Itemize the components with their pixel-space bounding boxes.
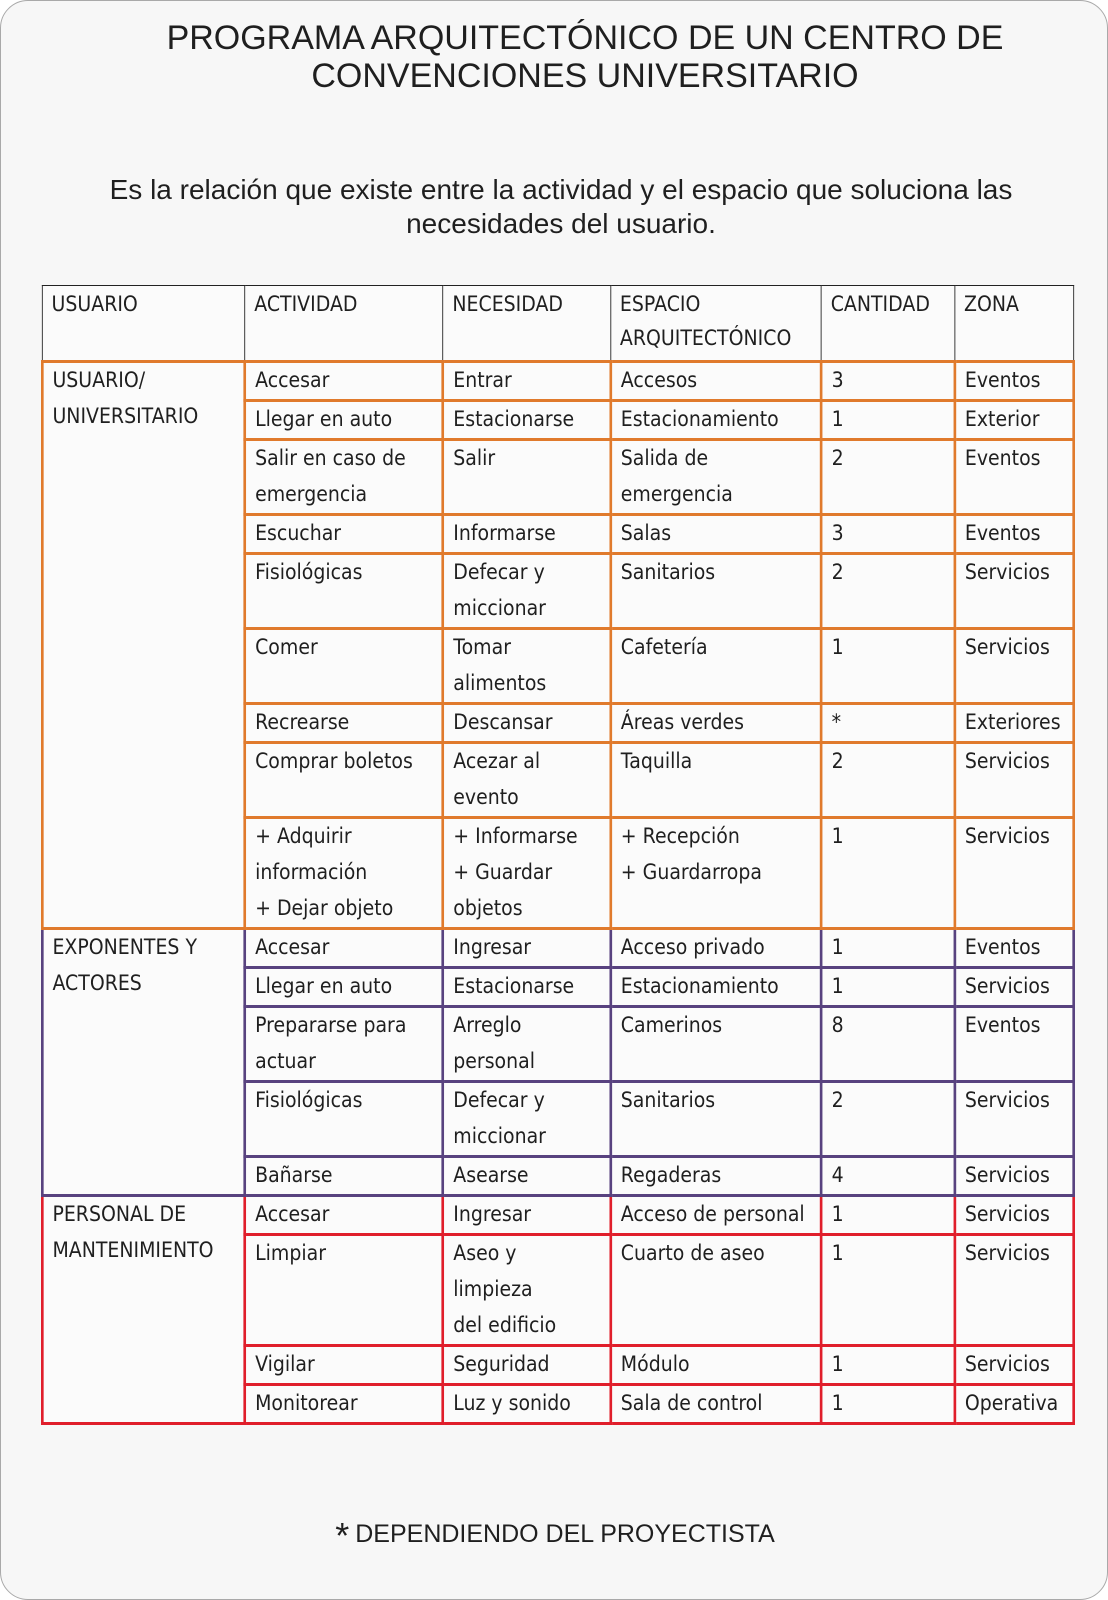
group-name-cell: PERSONAL DE MANTENIMIENTO [42,1196,245,1424]
program-table [41,285,1075,1425]
necesidad-cell: Salir [443,440,611,515]
necesidad-cell: Descansar [443,704,611,743]
zona-cell: Eventos [955,515,1074,554]
cantidad-cell: 2 [821,743,954,818]
actividad-cell: Limpiar [245,1235,443,1346]
espacio-cell: Regaderas [611,1157,822,1196]
necesidad-cell: Informarse [443,515,611,554]
necesidad-cell: Ingresar [443,929,611,968]
actividad-cell: Escuchar [245,515,443,554]
zona-cell: Servicios [955,818,1074,929]
zona-cell: Servicios [955,1157,1074,1196]
footnote-text: DEPENDIENDO DEL PROYECTISTA [355,1520,775,1548]
intro-line-1: Es la relación que existe entre la actividad y el espacio que soluciona las [109,174,1013,205]
cantidad-cell: 8 [821,1007,954,1082]
necesidad-cell: Entrar [443,362,611,401]
cantidad-cell: 1 [821,1385,954,1424]
table-row [42,929,1073,968]
table-header-row [42,286,1073,362]
actividad-cell: Salir en caso de emergencia [245,440,443,515]
necesidad-cell: Asearse [443,1157,611,1196]
espacio-cell: Sala de control [611,1385,822,1424]
espacio-cell: Áreas verdes [611,704,822,743]
title-line-1: PROGRAMA ARQUITECTÓNICO DE UN CENTRO DE [166,19,1004,57]
actividad-cell: Prepararse para actuar [245,1007,443,1082]
intro-text [61,173,1061,241]
necesidad-cell: Arreglo personal [443,1007,611,1082]
espacio-cell: Sanitarios [611,554,822,629]
espacio-cell: Acceso de personal [611,1196,822,1235]
zona-cell: Servicios [955,743,1074,818]
cantidad-cell: 3 [821,362,954,401]
group-name-cell: EXPONENTES Y ACTORES [42,929,245,1196]
espacio-cell: Camerinos [611,1007,822,1082]
header-espacio: ESPACIO ARQUITECTÓNICO [611,286,822,362]
group-0 [42,362,1073,929]
zona-cell: Servicios [955,629,1074,704]
espacio-cell: Módulo [611,1346,822,1385]
actividad-cell: Recrearse [245,704,443,743]
espacio-cell: Estacionamiento [611,968,822,1007]
cantidad-cell: 2 [821,554,954,629]
cantidad-cell: * [821,704,954,743]
espacio-cell: Estacionamiento [611,401,822,440]
espacio-cell: Acceso privado [611,929,822,968]
zona-cell: Eventos [955,929,1074,968]
espacio-cell: Salas [611,515,822,554]
necesidad-cell: Defecar y miccionar [443,554,611,629]
zona-cell: Eventos [955,1007,1074,1082]
zona-cell: Exteriores [955,704,1074,743]
actividad-cell: Accesar [245,929,443,968]
header-zona: ZONA [955,286,1074,362]
actividad-cell: Fisiológicas [245,554,443,629]
cantidad-cell: 1 [821,968,954,1007]
zona-cell: Servicios [955,1346,1074,1385]
table-row [42,362,1073,401]
actividad-cell: + Adquirir información + Dejar objeto [245,818,443,929]
actividad-cell: Llegar en auto [245,968,443,1007]
actividad-cell: Fisiológicas [245,1082,443,1157]
cantidad-cell: 1 [821,401,954,440]
zona-cell: Servicios [955,554,1074,629]
zona-cell: Eventos [955,440,1074,515]
table-row [42,1196,1073,1235]
cantidad-cell: 4 [821,1157,954,1196]
espacio-cell: Cafetería [611,629,822,704]
zona-cell: Servicios [955,1235,1074,1346]
cantidad-cell: 2 [821,440,954,515]
necesidad-cell: Aseo y limpieza del edificio [443,1235,611,1346]
necesidad-cell: Estacionarse [443,968,611,1007]
actividad-cell: Llegar en auto [245,401,443,440]
header-usuario: USUARIO [42,286,245,362]
necesidad-cell: Tomar alimentos [443,629,611,704]
espacio-cell: Cuarto de aseo [611,1235,822,1346]
group-1 [42,929,1073,1196]
footnote-asterisk: * [335,1515,350,1556]
espacio-cell: Taquilla [611,743,822,818]
header-actividad: ACTIVIDAD [245,286,443,362]
header-necesidad: NECESIDAD [443,286,611,362]
cantidad-cell: 1 [821,1196,954,1235]
group-2 [42,1196,1073,1424]
necesidad-cell: Ingresar [443,1196,611,1235]
cantidad-cell: 1 [821,1235,954,1346]
actividad-cell: Comprar boletos [245,743,443,818]
footnote [1,1515,1108,1556]
actividad-cell: Comer [245,629,443,704]
zona-cell: Eventos [955,362,1074,401]
necesidad-cell: + Informarse + Guardar objetos [443,818,611,929]
actividad-cell: Accesar [245,362,443,401]
zona-cell: Servicios [955,968,1074,1007]
necesidad-cell: Defecar y miccionar [443,1082,611,1157]
cantidad-cell: 1 [821,929,954,968]
cantidad-cell: 2 [821,1082,954,1157]
espacio-cell: Sanitarios [611,1082,822,1157]
actividad-cell: Accesar [245,1196,443,1235]
necesidad-cell: Estacionarse [443,401,611,440]
group-name-cell: USUARIO/ UNIVERSITARIO [42,362,245,929]
necesidad-cell: Luz y sonido [443,1385,611,1424]
title-line-2: CONVENCIONES UNIVERSITARIO [311,57,859,95]
espacio-cell: Accesos [611,362,822,401]
zona-cell: Exterior [955,401,1074,440]
espacio-cell: Salida de emergencia [611,440,822,515]
actividad-cell: Vigilar [245,1346,443,1385]
espacio-cell: + Recepción + Guardarropa [611,818,822,929]
necesidad-cell: Seguridad [443,1346,611,1385]
cantidad-cell: 1 [821,629,954,704]
page-title [61,19,1108,95]
cantidad-cell: 1 [821,818,954,929]
zona-cell: Operativa [955,1385,1074,1424]
actividad-cell: Bañarse [245,1157,443,1196]
cantidad-cell: 3 [821,515,954,554]
header-cantidad: CANTIDAD [821,286,954,362]
intro-line-2: necesidades del usuario. [406,208,716,239]
cantidad-cell: 1 [821,1346,954,1385]
zona-cell: Servicios [955,1196,1074,1235]
zona-cell: Servicios [955,1082,1074,1157]
actividad-cell: Monitorear [245,1385,443,1424]
necesidad-cell: Acezar al evento [443,743,611,818]
